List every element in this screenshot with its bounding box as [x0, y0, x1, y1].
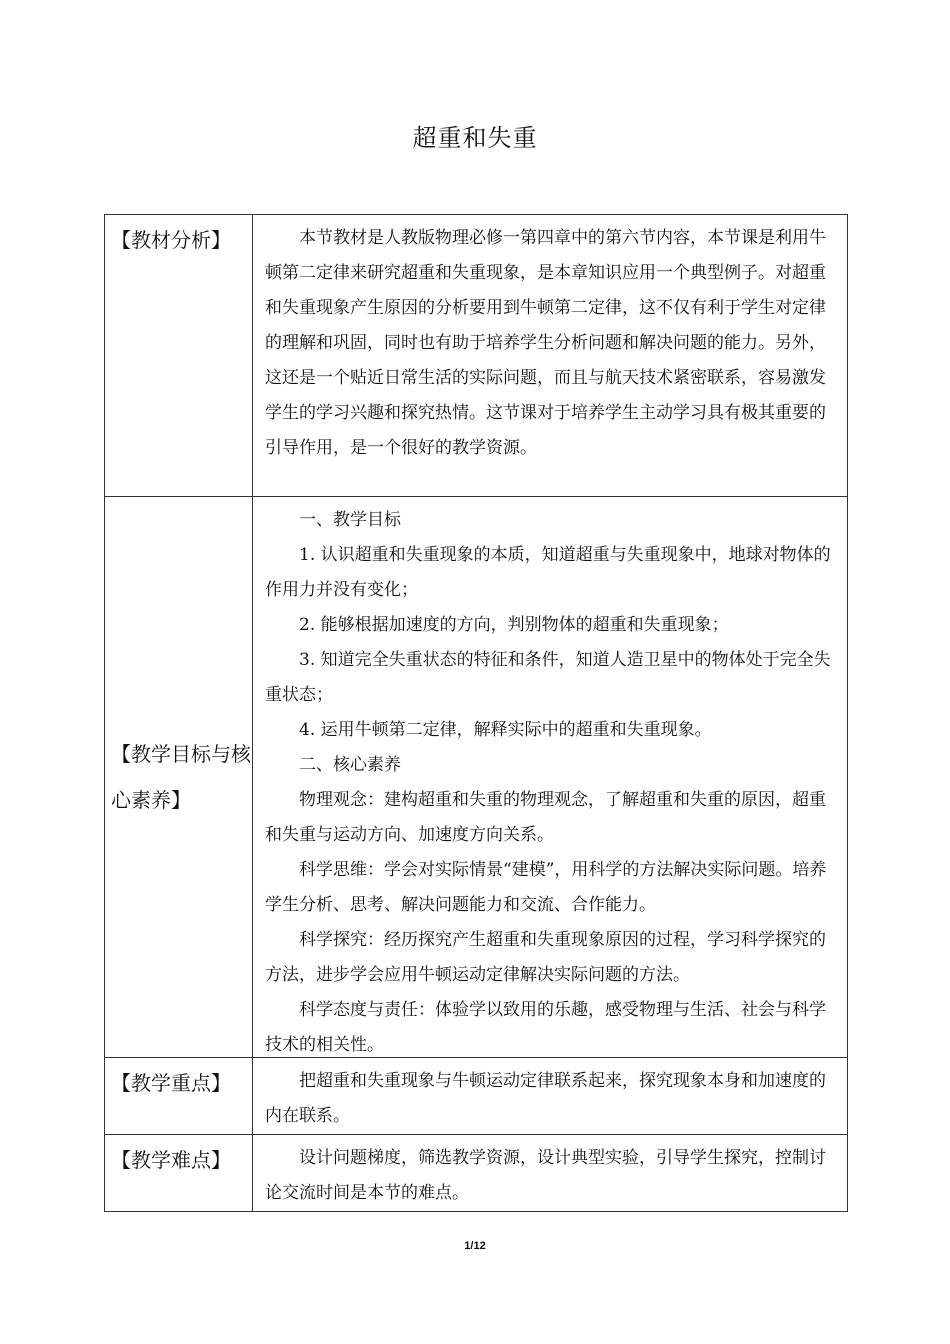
row-content-difficulties — [253, 1135, 848, 1212]
goal-item: 2. 能够根据加速度的方向，判别物体的超重和失重现象； — [299, 615, 729, 635]
key-points-paragraph: 把超重和失重现象与牛顿运动定律联系起来，探究现象本身和加速度的内在联系。 — [265, 1071, 826, 1126]
section-heading: 一、教学目标 — [299, 510, 401, 530]
goal-item: 4. 运用牛顿第二定律，解释实际中的超重和失重现象。 — [299, 720, 712, 740]
goal-item: 3. 知道完全失重状态的特征和条件，知道人造卫星中的物体处于完全失重状态； — [265, 650, 831, 705]
literacy-item: 物理观念：建构超重和失重的物理观念，了解超重和失重的原因，超重和失重与运动方向、加速度方向关系。 — [265, 790, 826, 845]
row-content-goals — [253, 497, 848, 1058]
label-text: 【教学重点】 — [111, 1071, 231, 1095]
lesson-table — [104, 214, 848, 1212]
table-row-key-points — [105, 1058, 848, 1135]
difficulties-paragraph: 设计问题梯度，筛选教学资源，设计典型实验，引导学生探究，控制讨论交流时间是本节的难点。 — [265, 1148, 826, 1203]
label-text: 【教学目标与核心素养】 — [111, 742, 251, 812]
row-content-key-points — [253, 1058, 848, 1135]
row-label-analysis — [105, 215, 253, 497]
document-title: 超重和失重 — [412, 124, 538, 152]
label-text: 【教学难点】 — [111, 1148, 231, 1172]
literacy-item: 科学态度与责任：体验学以致用的乐趣，感受物理与生活、社会与科学技术的相关性。 — [265, 1000, 826, 1055]
table-row-goals — [105, 497, 848, 1058]
row-label-goals — [105, 497, 253, 1058]
goals-content — [253, 497, 847, 1057]
analysis-paragraph: 本节教材是人教版物理必修一第四章中的第六节内容，本节课是利用牛顿第二定律来研究超重和失重现象，是本章知识应用一个典型例子。对超重和失重现象产生原因的分析要用到牛顿第二定律，这不仅有利于学生对定律的理解和巩固，同时也有助于培养学生分析问题和解决问题的能力。另外，这还是一个贴近日常生活的实际问题，而且与航天技术紧密联系，容易激发学生的学习兴趣和探究热情。这节课对于培养学生主动学习具有极其重要的引导作用，是一个很好的教学资源。 — [265, 228, 826, 458]
literacy-item: 科学思维：学会对实际情景“建模”，用科学的方法解决实际问题。培养学生分析、思考、解决问题能力和交流、合作能力。 — [265, 860, 827, 915]
label-text: 【教材分析】 — [111, 228, 231, 252]
goal-item: 1. 认识超重和失重现象的本质，知道超重与失重现象中，地球对物体的作用力并没有变化； — [265, 545, 831, 600]
table-row-difficulties — [105, 1135, 848, 1212]
page-number: 1/12 — [464, 1240, 486, 1252]
section-heading: 二、核心素养 — [299, 755, 401, 775]
row-content-analysis — [253, 215, 848, 497]
table-row-analysis — [105, 215, 848, 497]
literacy-item: 科学探究：经历探究产生超重和失重现象原因的过程，学习科学探究的方法，进步学会应用牛顿运动定律解决实际问题的方法。 — [265, 930, 826, 985]
row-label-difficulties — [105, 1135, 253, 1212]
row-label-key-points — [105, 1058, 253, 1135]
